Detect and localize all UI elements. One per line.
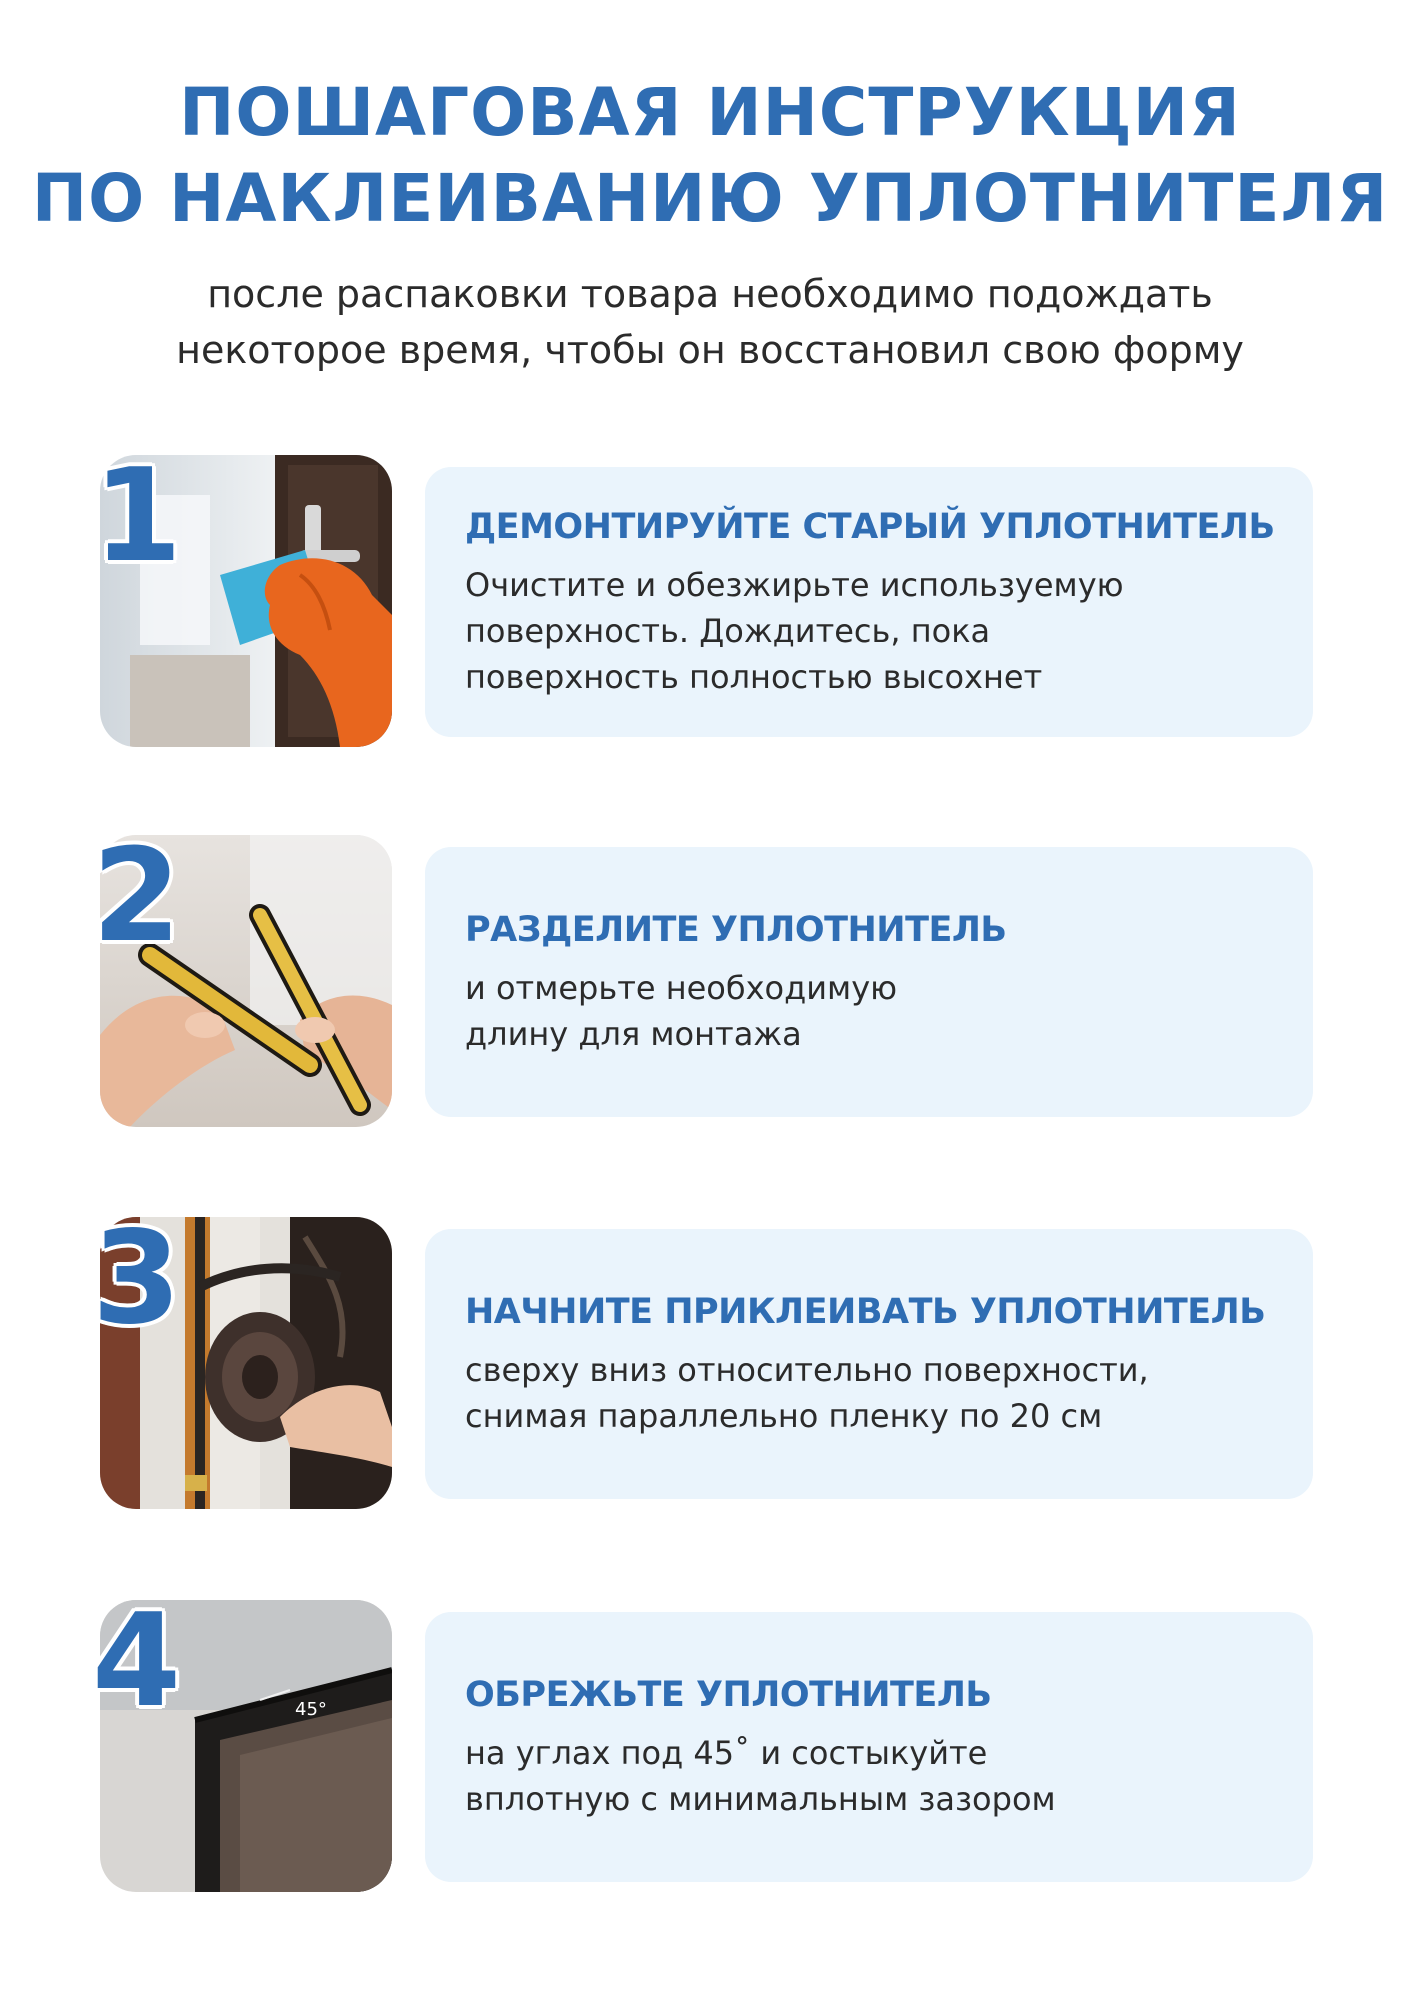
step-3-line-1: сверху вниз относительно поверхности, — [465, 1351, 1149, 1389]
step-4-line-2: вплотную с минимальным зазором — [465, 1780, 1056, 1818]
step-3-description — [465, 1347, 1313, 1439]
page-title-line-1: ПОШАГОВАЯ ИНСТРУКЦИЯ — [179, 74, 1241, 151]
step-4-number: 4 — [92, 1587, 182, 1736]
subtitle-line-1: после распаковки товара необходимо подождать — [207, 272, 1213, 316]
step-4-line-1: на углах под 45˚ и состыкуйте — [465, 1734, 988, 1772]
step-3-number: 3 — [92, 1204, 182, 1353]
header — [0, 70, 1420, 378]
step-1-title: ДЕМОНТИРУЙТЕ СТАРЫЙ УПЛОТНИТЕЛЬ — [465, 507, 1275, 547]
page-title-line-2: ПО НАКЛЕИВАНИЮ УПЛОТНИТЕЛЯ — [31, 160, 1389, 237]
step-2-number: 2 — [92, 822, 182, 971]
step-2-card — [425, 847, 1313, 1117]
step-3-title: НАЧНИТЕ ПРИКЛЕИВАТЬ УПЛОТНИТЕЛЬ — [465, 1292, 1266, 1332]
subtitle — [0, 266, 1420, 378]
step-2-line-1: и отмерьте необходимую — [465, 969, 898, 1007]
step-1-number: 1 — [93, 442, 183, 591]
step-1 — [0, 442, 1420, 755]
step-2-title: РАЗДЕЛИТЕ УПЛОТНИТЕЛЬ — [465, 910, 1007, 950]
step-4-title: ОБРЕЖЬТЕ УПЛОТНИТЕЛЬ — [465, 1675, 992, 1715]
step-3 — [0, 1204, 1420, 1517]
step-1-line-2: поверхность. Дождитесь, пока — [465, 612, 991, 650]
step-4-card — [425, 1612, 1313, 1882]
subtitle-line-2: некоторое время, чтобы он восстановил свою форму — [176, 328, 1244, 372]
step-3-line-2: снимая параллельно пленку по 20 см — [465, 1397, 1103, 1435]
step-3-card — [425, 1229, 1313, 1499]
step-1-line-3: поверхность полностью высохнет — [465, 658, 1043, 696]
angle-label: 45° — [295, 1699, 327, 1720]
step-1-line-1: Очистите и обезжирьте используемую — [465, 566, 1124, 604]
step-2 — [0, 822, 1420, 1135]
step-2-line-2: длину для монтажа — [465, 1015, 802, 1053]
step-4 — [0, 1587, 1420, 1900]
step-1-description — [465, 562, 1313, 700]
step-4-description — [465, 1730, 1313, 1822]
step-2-description — [465, 965, 1313, 1057]
step-1-card — [425, 467, 1313, 737]
